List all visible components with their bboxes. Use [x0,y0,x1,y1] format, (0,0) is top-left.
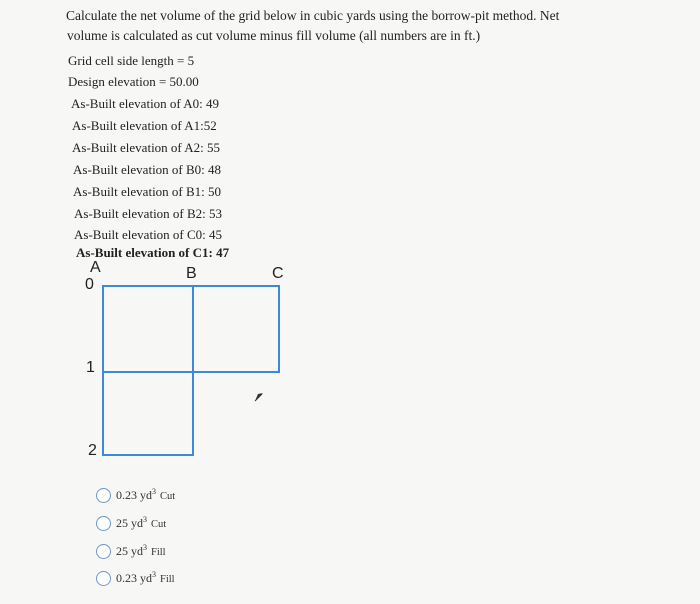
radio-button[interactable] [96,571,111,586]
column-label-a: A [90,259,101,276]
row-label-2: 2 [88,442,97,459]
answer-option-label [116,543,166,559]
grid-line-row-1 [102,371,280,373]
param-c0: As-Built elevation of C0: 45 [74,227,223,242]
grid-line-col-b [192,285,194,456]
row-label-0: 0 [85,276,94,293]
answer-type: Fill [160,574,175,585]
answer-exponent: 3 [152,570,156,579]
column-label-c: C [272,265,284,282]
radio-button[interactable] [96,544,111,559]
column-label-b: B [186,265,197,282]
answer-option[interactable] [96,543,166,559]
answer-type: Fill [151,547,166,558]
answer-option[interactable] [96,487,175,503]
question-line-2: volume is calculated as cut volume minus fill volume (all numbers are in ft.) [67,28,481,43]
answer-option-label [116,487,175,503]
param-b2: As-Built elevation of B2: 53 [74,206,223,221]
answer-option[interactable] [96,570,175,586]
param-a0: As-Built elevation of A0: 49 [71,96,220,111]
answer-exponent: 3 [143,515,147,524]
answer-type: Cut [160,491,176,502]
grid-line-row-2 [102,454,194,456]
mouse-cursor-icon [253,391,265,403]
answer-type: Cut [151,519,167,530]
answer-option-label [116,515,166,531]
param-b0: As-Built elevation of B0: 48 [73,162,222,177]
param-c1: As-Built elevation of C1: 47 [76,245,230,260]
param-a2: As-Built elevation of A2: 55 [72,140,221,155]
answer-value: 0.23 yd [116,571,152,585]
param-a1: As-Built elevation of A1:52 [72,118,217,133]
answer-value: 25 yd [116,516,143,530]
answer-exponent: 3 [143,543,147,552]
param-b1: As-Built elevation of B1: 50 [73,184,222,199]
answer-exponent: 3 [152,487,156,496]
radio-button[interactable] [96,516,111,531]
grid-line-row-0 [102,285,280,287]
answer-option[interactable] [96,515,166,531]
radio-button[interactable] [96,488,111,503]
param-cell-length: Grid cell side length = 5 [68,53,195,68]
param-design-elevation: Design elevation = 50.00 [68,74,199,89]
question-line-1: Calculate the net volume of the grid below in cubic yards using the borrow-pit method. Net [66,8,560,23]
answer-option-label [116,570,175,586]
grid-line-col-a [102,285,104,456]
answer-value: 25 yd [116,544,143,558]
answer-value: 0.23 yd [116,488,152,502]
row-label-1: 1 [86,359,95,376]
grid-line-col-c [278,285,280,373]
